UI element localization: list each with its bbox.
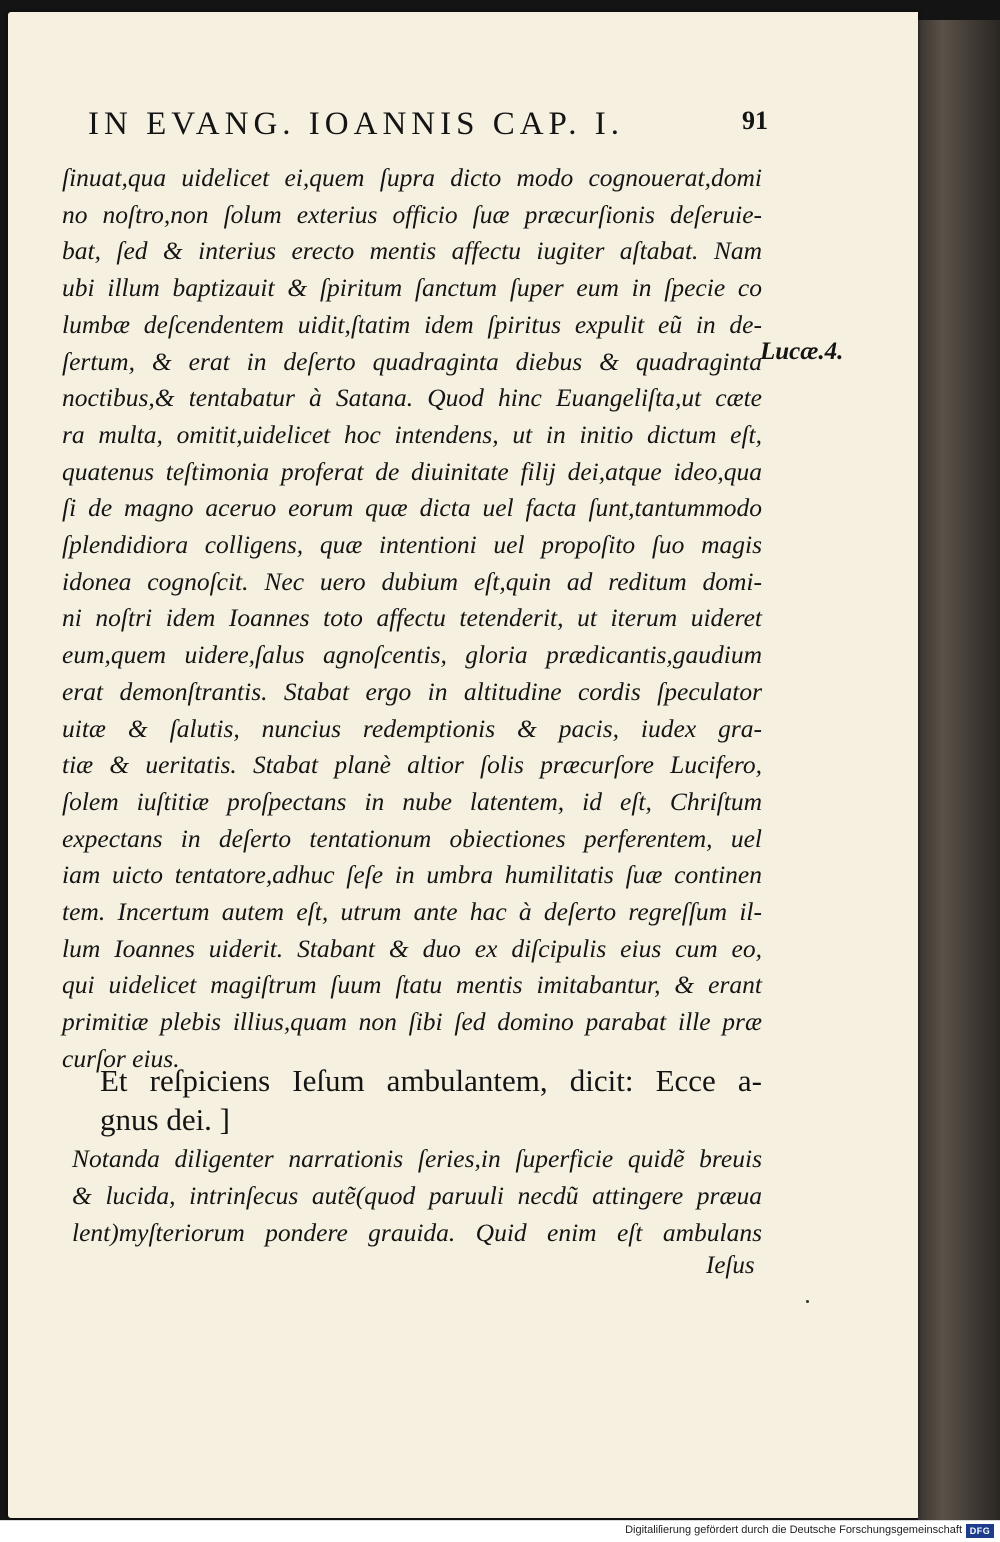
lemma-line: gnus dei. ]: [100, 1102, 231, 1137]
commentary-line: Notanda diligenter narrationis ſeries,in ſuperficie quidẽ breuis: [72, 1144, 762, 1173]
text-line: idonea cognoſcit. Nec uero dubium eſt,quin ad reditum domi-: [62, 566, 762, 596]
text-line: uitæ & ſalutis, nuncius redemptionis & pacis, iudex gra-: [62, 713, 762, 743]
text-line: ubi illum baptizauit & ſpiritum ſanctum ſuper eum in ſpecie co: [62, 273, 762, 303]
text-line: ſplendidiora colligens, quæ intentioni uel propoſito ſuo magis: [62, 530, 762, 560]
dfg-logo: DFG: [966, 1524, 994, 1538]
commentary-line: lent)myſteriorum pondere grauida. Quid enim eſt ambulans: [72, 1218, 762, 1247]
text-line: bat, ſed & interius erecto mentis affectu iugiter aſtabat. Nam: [62, 236, 762, 266]
text-line: tem. Incertum autem eſt, utrum ante hac à deſerto regreſſum il-: [62, 897, 762, 927]
text-line: iam uicto tentatore,adhuc ſeſe in umbra humilitatis ſuæ continen: [62, 860, 762, 890]
text-line: ſolem iuſtitiæ proſpectans in nube latentem, id eſt, Chriſtum: [62, 786, 762, 816]
text-line: primitiæ plebis illius,quam non ſibi ſed domino parabat ille præ: [62, 1007, 762, 1037]
text-line: qui uidelicet magiſtrum ſuum ſtatu mentis imitabantur, & erant: [62, 970, 762, 1000]
lemma-block: [100, 1061, 762, 1139]
commentary-block: [72, 1140, 762, 1251]
lemma-line: Et reſpiciens Ieſum ambulantem, dicit: Ecce a-: [100, 1063, 762, 1098]
next-page-edge: [918, 20, 1000, 1520]
running-head: IN EVANG. IOANNIS CAP. I.: [88, 106, 624, 142]
text-line: expectans in deſerto tentationum obiectiones perferentem, uel: [62, 823, 762, 853]
text-line: ſi de magno aceruo eorum quæ dicta uel facta ſunt,tantummodo: [62, 493, 762, 523]
main-text-block: [62, 160, 762, 1078]
text-line: ſertum, & erat in deſerto quadraginta diebus & quadraginta: [62, 346, 762, 376]
text-line: ra multa, omitit,uidelicet hoc intendens, ut in initio dictum eſt,: [62, 419, 762, 449]
page-header: [88, 106, 768, 146]
catchword: Ieſus: [706, 1252, 755, 1279]
text-line: ſinuat,qua uidelicet ei,quem ſupra dicto modo cognouerat,domi: [62, 163, 762, 192]
ink-speck: [806, 1300, 809, 1303]
marginal-note: Lucæ.4.: [760, 338, 844, 365]
commentary-line: & lucida, intrinſecus autẽ(quod paruuli necdũ attingere præua: [72, 1181, 762, 1210]
text-line: erat demonſtrantis. Stabat ergo in altitudine cordis ſpeculator: [62, 676, 762, 706]
text-line: lum Ioannes uiderit. Stabant & duo ex diſcipulis eius cum eo,: [62, 933, 762, 963]
text-line: lumbæ deſcendentem uidit,ſtatim idem ſpiritus expulit eũ in de-: [62, 309, 762, 339]
text-line: ni noſtri idem Ioannes toto affectu tetenderit, ut iterum uideret: [62, 603, 762, 633]
footer-bar: [0, 1520, 1000, 1542]
text-line: curſor eius.: [62, 1043, 180, 1073]
text-line: noctibus,& tentabatur à Satana. Quod hinc Euangeliſta,ut cæte: [62, 383, 762, 413]
text-line: no noſtro,non ſolum exterius officio ſuæ præcurſionis deſeruie-: [62, 199, 762, 229]
text-line: quatenus teſtimonia proferat de diuinitate filij dei,atque ideo,qua: [62, 456, 762, 486]
footer-credit: Digitaliſierung gefördert durch die Deutsche Forschungsgemeinschaft: [625, 1524, 962, 1536]
text-line: eum,quem uidere,ſalus agnoſcentis, gloria prædicantis,gaudium: [62, 640, 762, 670]
text-line: tiæ & ueritatis. Stabat planè altior ſolis præcurſore Lucifero,: [62, 750, 762, 780]
page-number: 91: [742, 106, 768, 135]
